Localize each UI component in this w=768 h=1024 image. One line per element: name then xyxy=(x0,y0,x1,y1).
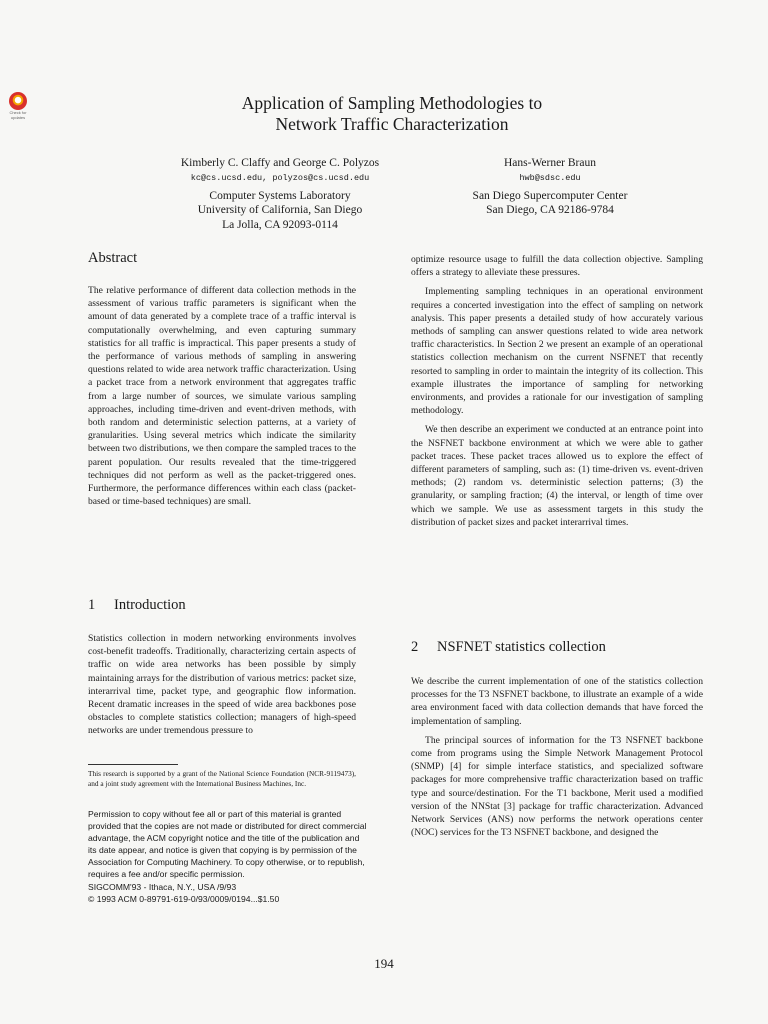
permission-text: Permission to copy without fee all or part of this material is granted provided that the copies are not made or distributed for direct commercial advantage, the ACM copyright notice and the title of the publication and its date appear, and notice is given that copying is by permission of the Association for Computing Machinery. To copy otherwise, or to republish, requires a fee and/or specific permission. xyxy=(88,809,367,880)
paper-title xyxy=(130,93,654,135)
nsfnet-section xyxy=(411,638,703,839)
section-number: 1 xyxy=(88,597,96,613)
abstract-section xyxy=(88,249,356,508)
venue-line: SIGCOMM'93 - Ithaca, N.Y., USA /9/93 xyxy=(88,881,237,892)
section-heading xyxy=(411,638,703,656)
author-names: Hans-Werner Braun xyxy=(504,157,596,169)
page-number: 194 xyxy=(374,956,394,971)
badge-text: Check for updates xyxy=(9,110,27,120)
paragraph: The principal sources of information for the T3 NSFNET backbone come from programs using the Simple Network Management Protocol (SNMP) [4] for simple interface statistics, and specialized software packages for more comprehensive traffic characterization based on traffic type and source/destination. For the T1 backbone, Merit used a modified version of the NNStat [3] package for traffic characterization. Advanced Network Services (ANS) now performs the network operations center (NOC) services for the T3 NSFNET backbone, and designed the xyxy=(411,734,703,839)
affiliation-line: University of California, San Diego xyxy=(197,204,363,216)
copyright-line: © 1993 ACM 0-89791-619-0/93/0009/0194...$1.50 xyxy=(88,893,280,904)
funding-footnote: This research is supported by a grant of the National Science Foundation (NCR-9119473), and a joint study agreement with the International Business Machines, Inc. xyxy=(88,769,356,788)
title-line-1: Application of Sampling Methodologies to xyxy=(241,93,543,113)
author-emails: kc@cs.ucsd.edu, polyzos@cs.ucsd.edu xyxy=(190,172,370,183)
affiliation-line: San Diego Supercomputer Center xyxy=(472,189,628,202)
author-block-left xyxy=(150,156,410,232)
section-heading xyxy=(88,596,356,614)
intro-text: Statistics collection in modern networking environments involves cost-benefit tradeoffs. Traditionally, characterizing certain aspects of traffic on wide area networks has been possible by simply maintaining arrays for the distribution of various metrics: packet size, interarrival time, packet type, and geographic flow information. Recent dramatic increases in the speed of wide area backbones pose obstacles to complete statistics collection; managers of high-speed networks are under tremendous pressure to xyxy=(88,633,356,737)
section-title: NSFNET statistics collection xyxy=(437,639,606,655)
affiliation-line: San Diego, CA 92186-9784 xyxy=(486,204,614,216)
author-names: Kimberly C. Claffy and George C. Polyzos xyxy=(180,157,380,169)
paragraph: We then describe an experiment we conducted at an entrance point into the NSFNET backbone environment at which we were able to gather packet traces. These packet traces allowed us to explore the effect of different parameters of sampling, such as: (1) time-driven vs. event-driven methods; (2) random vs. deterministic selection patterns; (3) the granularity, or sampling fraction; (4) the interval, or length of time over which we sample. We use as assessment targets in this study the distribution of packet sizes and packet interarrival times. xyxy=(411,424,703,528)
introduction-section xyxy=(88,596,356,738)
section-number: 2 xyxy=(411,639,419,655)
copyright-block xyxy=(88,808,368,905)
affiliation-line: Computer Systems Laboratory xyxy=(209,189,351,202)
right-column-intro xyxy=(411,253,703,529)
section-title: Introduction xyxy=(114,597,186,613)
footnote-rule xyxy=(88,764,178,765)
abstract-heading: Abstract xyxy=(88,250,138,266)
paragraph: optimize resource usage to fulfill the data collection objective. Sampling offers a strategy to alleviate these pressures. xyxy=(411,254,703,279)
affiliation-line: La Jolla, CA 92093-0114 xyxy=(222,218,338,231)
abstract-text: The relative performance of different data collection methods in the assessment of various traffic parameters is significant when the amount of data generated by a complete trace of a traffic interval is computationally overwhelming, and even capturing summary statistics for all traffic is impractical. This paper presents a study of the performance of various methods of sampling in answering questions related to wide area network traffic characterization. Using a packet trace from a network environment that aggregates traffic from a large number of sources, we simulate various sampling approaches, including time-driven and event-driven methods, with both random and deterministic selection patterns, at a variety of granularities. Using several metrics which indicate the similarity between two distributions, we then compare the sampled traces to the parent population. Our results revealed that the time-triggered techniques did not perform as well as the packet-triggered ones. Furthermore, the performance differences within each class (packet-based or time-based techniques) are small. xyxy=(88,285,356,508)
title-line-2: Network Traffic Characterization xyxy=(275,114,509,134)
paragraph: Implementing sampling techniques in an operational environment requires a concerted investigation into the effect of sampling on network analysis. This paper presents a detailed study of how accurately various methods of sampling can answer questions related to wide area network traffic characteristics. In Section 2 we present an example of an operational statistics collection mechanism on the current NSFNET that recently resorted to sampling in order to maintain the integrity of its collection. This example illustrates the importance of sampling for networking environments, and provides a rationale for our investigation of sampling methodology. xyxy=(411,286,703,417)
paragraph: We describe the current implementation of one of the statistics collection processes for the T3 NSFNET backbone, to illustrate an example of a wide area environment faced with data collection demands that have forced the implementation of sampling. xyxy=(411,676,703,727)
crossmark-icon xyxy=(9,92,27,110)
author-block-right xyxy=(430,156,670,218)
author-emails: hwb@sdsc.edu xyxy=(519,172,581,183)
check-for-updates-badge[interactable] xyxy=(5,92,31,120)
